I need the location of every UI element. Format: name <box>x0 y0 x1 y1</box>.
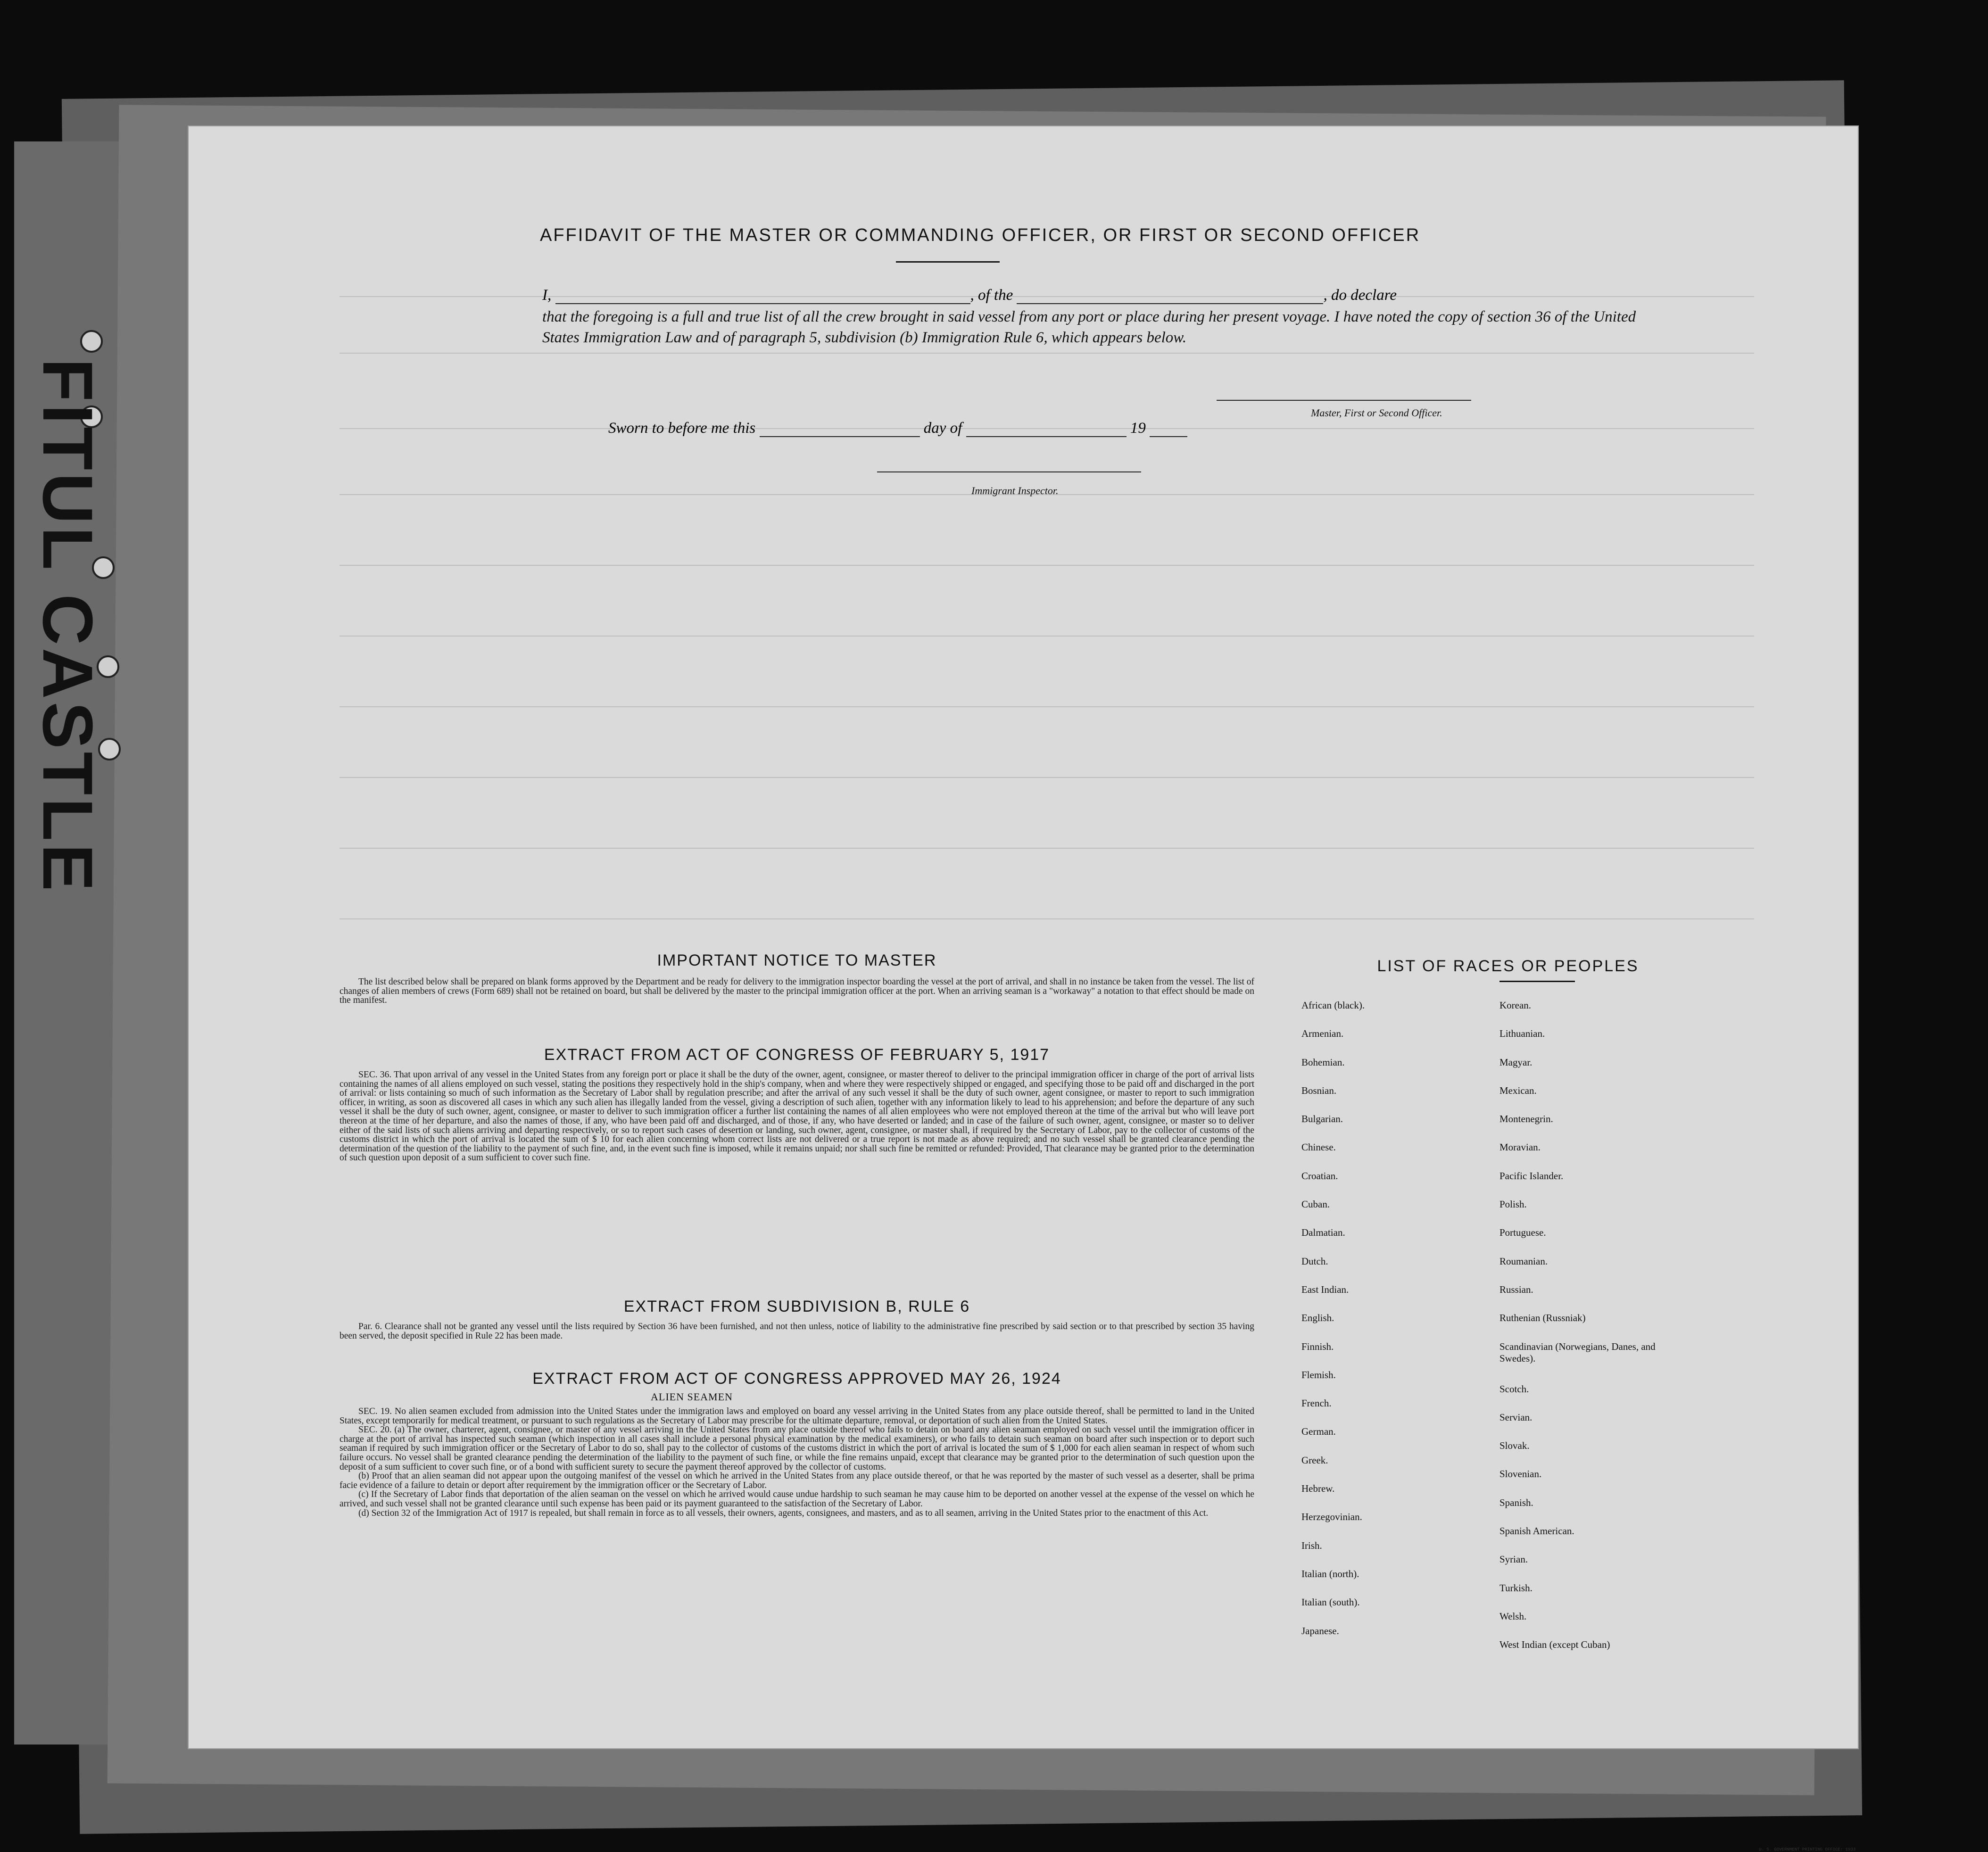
race-item: Pacific Islander. <box>1499 1170 1564 1182</box>
race-item: Dutch. <box>1301 1255 1328 1267</box>
race-item: German. <box>1301 1426 1336 1438</box>
year-label: 19 <box>1130 420 1146 437</box>
pronoun: I, <box>542 287 552 304</box>
race-item: Servian. <box>1499 1411 1532 1423</box>
extract-1924-text: SEC. 19. No alien seamen excluded from admission into the United States under the immigration laws and employed on board any vessel arriving in the United States from any place outside thereof, shall be permitted to land in the United States, except temporarily for medical treatment, or pursuant to such regulations as the Secretary of Labor may prescribe for the ultimate departure, removal, or deportation of such alien from the United States. SEC. 20. (a) The owner, charterer, agent, consignee, or master of any vessel arriving in the United States from any place outside thereof who fails to detain on board any alien seaman employed on such vessel until the immigration officer in charge at the port of arrival has inspected such seaman (which inspection in all cases shall include a personal physical examination by the medical examiners), or who fails to detain such seaman on board after such inspection or to deport such seaman if required by such immigration officer or the Secretary of Labor to do so, shall pay to the collector of customs of the customs district in which the port of arrival is located the sum of $ 1,000 for each alien seaman in respect of whom such failure occurs. No vessel shall be granted clearance pending the determination of the liability to the payment of such fine, or while the fine remains unpaid, except that clearance may be granted prior to the determination of such question upon the deposit of a sum sufficient to cover such fine, or of a bond with sufficient surety to secure the payment thereof approved by the collector of customs. (b) Proof that an alien seaman did not appear upon the outgoing manifest of the vessel on which he arrived in the United States from any place outside thereof, or that he was reported by the master of such vessel as a deserter, shall be prima facie evidence of a failure to detain or deport after requirement by the immigration officer or the Secretary of Labor. (c) If the Secretary of Labor finds that deportation of the alien seaman on the vessel on which he arrived would cause undue hardship to such seaman he may cause him to be deported on another vessel at the expense of the vessel on which he arrived, and such vessel shall not be granted clearance until such expense has been paid or its payment guaranteed to the satisfaction of the Secretary of Labor. (d) Section 32 of the Immigration Act of 1917 is repealed, but shall remain in force as to all vessels, their owners, agents, consignees, and masters, and as to all seamen, arriving in the United States prior to the enactment of this Act. <box>340 1406 1254 1518</box>
title-rule <box>896 261 1000 263</box>
race-item: Turkish. <box>1499 1582 1532 1594</box>
affidavit-text: that the foregoing is a full and true list of all the crew brought in said vessel from any port or place during her present voyage. I have noted the copy of section 36 of the United States Immigration Law and of paragraph 5, subdivision (b) Immigration Rule 6, which appears below. <box>542 308 1636 346</box>
race-item: Croatian. <box>1301 1170 1338 1182</box>
races-left-column <box>1301 1000 1471 1654</box>
race-item: Finnish. <box>1301 1340 1334 1352</box>
race-item: Welsh. <box>1499 1610 1527 1622</box>
extract-1917-title: EXTRACT FROM ACT OF CONGRESS OF FEBRUARY 5, 1917 <box>544 1046 1050 1064</box>
race-item: Portuguese. <box>1499 1227 1546 1239</box>
do-declare-label: , do declare <box>1323 287 1397 304</box>
race-item: Lithuanian. <box>1499 1028 1545 1040</box>
vessel-name-handwritten: FITUL CASTLE <box>28 358 108 894</box>
race-item: Scotch. <box>1499 1383 1529 1395</box>
race-item: Irish. <box>1301 1539 1322 1551</box>
race-item: Russian. <box>1499 1283 1533 1295</box>
day-of-label: day of <box>923 420 962 437</box>
inspector-label: Immigrant Inspector. <box>971 485 1059 496</box>
race-item: Italian (south). <box>1301 1596 1360 1608</box>
race-item: Italian (north). <box>1301 1568 1359 1579</box>
race-item: Magyar. <box>1499 1056 1532 1068</box>
notice-text: The list described below shall be prepared on blank forms approved by the Department and be ready for delivery to the immigration inspector boarding the vessel at the port of arrival, and shall in no instance be taken from the vessel. The list of changes of alien members of crews (Form 689) shall not be retained on board, but shall be delivered by the master to the principal immigration officer at the port. When an arriving seaman is a "workaway" a notation to that effect should be made on the manifest. <box>340 977 1254 1006</box>
of-the-label: , of the <box>970 287 1013 304</box>
races-right-column <box>1499 1000 1669 1668</box>
race-item: Cuban. <box>1301 1199 1330 1210</box>
race-item: French. <box>1301 1397 1332 1409</box>
race-item: Hebrew. <box>1301 1483 1335 1495</box>
race-item: Ruthenian (Russniak) <box>1499 1312 1586 1324</box>
race-item: Syrian. <box>1499 1554 1528 1565</box>
race-item: Bohemian. <box>1301 1056 1345 1068</box>
race-item: Dalmatian. <box>1301 1227 1345 1239</box>
race-item: Slovenian. <box>1499 1468 1542 1480</box>
race-item: Greek. <box>1301 1454 1328 1466</box>
race-item: African (black). <box>1301 1000 1365 1011</box>
sworn-year-field[interactable] <box>1150 422 1187 437</box>
affidavit-page <box>189 126 1858 1852</box>
extract-1924-title: EXTRACT FROM ACT OF CONGRESS APPROVED MAY 26, 1924 <box>532 1370 1061 1388</box>
sworn-line <box>608 420 1457 437</box>
inspector-signature-field[interactable] <box>877 471 1141 472</box>
race-item: West Indian (except Cuban) <box>1499 1639 1610 1651</box>
rule6-text: Par. 6. Clearance shall not be granted any vessel until the lists required by Section 36 have been furnished, and not then unless, notice of liability to the administrative fine prescribed by said section or to that prescribed by section 35 having been served, the deposit specified in Rule 22 has been made. <box>340 1322 1254 1341</box>
notice-title: IMPORTANT NOTICE TO MASTER <box>657 951 937 969</box>
race-item: Polish. <box>1499 1199 1527 1210</box>
race-item: Korean. <box>1499 1000 1532 1011</box>
races-title: LIST OF RACES OR PEOPLES <box>1377 957 1639 975</box>
race-item: Bosnian. <box>1301 1084 1337 1096</box>
race-item: Scandinavian (Norwegians, Danes, and Swedes). <box>1499 1340 1656 1364</box>
race-item: Mexican. <box>1499 1084 1537 1096</box>
master-name-field[interactable] <box>555 289 970 304</box>
signature-field[interactable] <box>1217 400 1471 401</box>
extract-1924-subtitle: ALIEN SEAMEN <box>651 1391 733 1403</box>
sworn-month-field[interactable] <box>966 422 1127 437</box>
sworn-day-field[interactable] <box>760 422 920 437</box>
vessel-field[interactable] <box>1017 289 1323 304</box>
signature-label: Master, First or Second Officer. <box>1311 407 1442 419</box>
race-item: Bulgarian. <box>1301 1113 1343 1125</box>
race-item: Chinese. <box>1301 1141 1336 1153</box>
rule6-title: EXTRACT FROM SUBDIVISION B, RULE 6 <box>623 1298 970 1315</box>
extract-1917-text: SEC. 36. That upon arrival of any vessel in the United States from any foreign port or place it shall be the duty of the owner, agent, consignee, or master thereof to deliver to the principal immigration officer in charge of the port of arrival lists containing the names of all aliens employed on such vessel, stating the positions they respectively hold in the ship's company, when and where they were respectively shipped or engaged, and specifying those to be paid off and discharged in the port of arrival: or lists containing so much of such information as the Secretary of Labor shall by regulation prescribe; and after the arrival of any such vessel it shall be the duty of such owner, agent consignee, or master to report to such immigration officer, in writing, as soon as discovered all cases in which any such alien has illegally landed from the vessel, giving a description of such alien, together with any information likely to lead to his apprehension; and before the departure of any such vessel it shall be the duty of such owner, agent, consignee, or master to deliver to such immigration officer a further list containing the names of all alien employees who were not employed thereon at the time of the arrival but who will leave port thereon at the time of her departure, and also the names of those, if any, who have been paid off and discharged, and of those, if any, who have deserted or landed; and in case of the failure of such owner, agent, consignee, or master so to deliver either of the said lists of such aliens arriving and departing respectively, or so to report such cases of desertion or landing, such owner, agent, consignee, or master shall, if required by the Secretary of Labor, pay to the collector of customs of the customs district in which the port of arrival is located the sum of $ 10 for each alien concerning whom correct lists are not delivered or a true report is not made as above required; and no such vessel shall be granted clearance pending the determination of the question of the liability to the payment of such fine, and, in the event such fine is imposed, while it remains unpaid; nor shall such fine be remitted or refunded: Provided, That clearance may be granted prior to the determination of such question upon deposit of a sum sufficient to cover such fine. <box>340 1070 1254 1163</box>
race-item: Japanese. <box>1301 1625 1339 1637</box>
sworn-label: Sworn to before me this <box>608 420 756 437</box>
races-title-rule <box>1499 981 1575 982</box>
race-item: Spanish. <box>1499 1496 1533 1508</box>
binder-hole <box>80 330 103 353</box>
printing-office-imprint: U. S. GOVERNMENT PRINTING OFFICE: 1933 <box>1759 1847 1856 1852</box>
race-item: Montenegrin. <box>1499 1113 1553 1125</box>
race-item: Flemish. <box>1301 1369 1336 1381</box>
affidavit-title: AFFIDAVIT OF THE MASTER OR COMMANDING OFFICER, OR FIRST OR SECOND OFFICER <box>540 225 1421 245</box>
race-item: Spanish American. <box>1499 1525 1574 1537</box>
race-item: Slovak. <box>1499 1440 1530 1452</box>
race-item: English. <box>1301 1312 1334 1324</box>
race-item: East Indian. <box>1301 1283 1349 1295</box>
race-item: Moravian. <box>1499 1141 1541 1153</box>
race-item: Armenian. <box>1301 1028 1344 1040</box>
affidavit-declaration-line <box>542 287 1669 304</box>
race-item: Roumanian. <box>1499 1255 1548 1267</box>
race-item: Herzegovinian. <box>1301 1511 1362 1523</box>
